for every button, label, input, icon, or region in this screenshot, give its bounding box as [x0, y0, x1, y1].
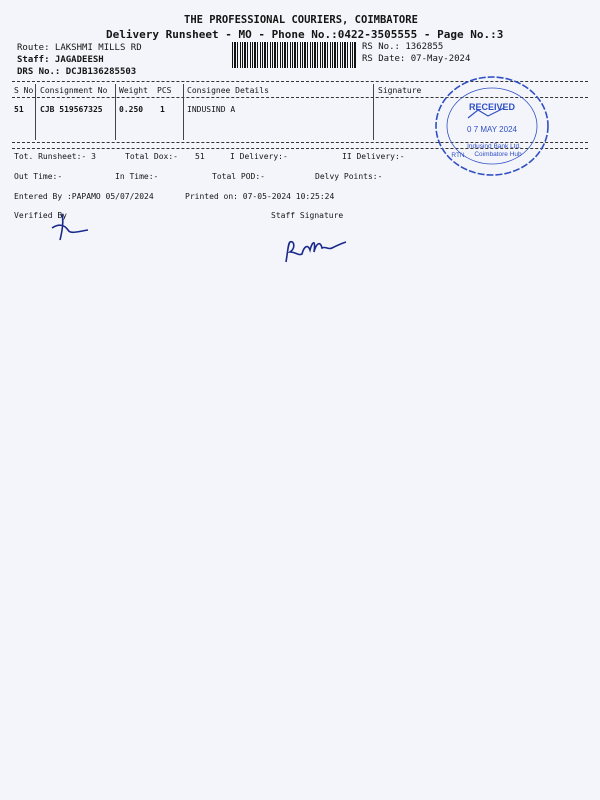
drs-number: DRS No.: DCJB136285503: [17, 67, 137, 77]
cell-consignee: INDUSIND A: [187, 105, 236, 114]
col-header-weight: Weight: [119, 86, 148, 95]
company-name: THE PROFESSIONAL COURIERS, COIMBATORE: [184, 14, 418, 26]
tot-runsheet: Tot. Runsheet:- 3: [14, 152, 96, 161]
column-rule: [115, 84, 116, 140]
col-header-pcs: PCS: [157, 86, 172, 95]
runsheet-title: Delivery Runsheet - MO - Phone No.:0422-3505555 - Page No.:3: [106, 28, 504, 41]
total-dox-label: Total Dox:-: [125, 152, 178, 161]
rs-number: RS No.: 1362855: [362, 42, 444, 52]
printed-on: Printed on: 07-05-2024 10:25:24: [185, 192, 335, 201]
total-pod: Total POD:-: [212, 172, 265, 181]
column-rule: [35, 84, 36, 140]
received-stamp: [432, 74, 552, 182]
in-time: In Time:-: [115, 172, 159, 181]
stamp-date: 0 7 MAY 2024: [467, 125, 517, 134]
stamp-hub: Coimbatore Hub: [474, 151, 522, 158]
column-rule: [373, 84, 374, 140]
route-label: Route: LAKSHMI MILLS RD: [17, 43, 142, 53]
column-rule: [183, 84, 184, 140]
staff-signature: [280, 234, 352, 270]
stamp-bank: Indusind Bank Ltd.: [467, 143, 521, 150]
barcode: [232, 42, 356, 68]
ii-delivery: II Delivery:-: [342, 152, 405, 161]
col-header-signature: Signature: [378, 86, 422, 95]
delvy-points: Delvy Points:-: [315, 172, 383, 181]
stamp-received-text: RECEIVED: [468, 102, 516, 112]
i-delivery: I Delivery:-: [230, 152, 288, 161]
cell-consignment: CJB 519567325: [40, 105, 103, 114]
cell-weight: 0.250: [119, 105, 144, 114]
stamp-rtn: RTN: [451, 152, 465, 159]
col-header-consignment: Consignment No: [40, 86, 108, 95]
total-dox-value: 51: [195, 152, 205, 161]
verifier-signature: [48, 210, 94, 244]
out-time: Out Time:-: [14, 172, 63, 181]
rs-date: RS Date: 07-May-2024: [362, 54, 471, 64]
col-header-consignee: Consignee Details: [187, 86, 269, 95]
col-header-sno: S No: [14, 86, 34, 95]
cell-sno: 51: [14, 105, 24, 114]
staff-label: Staff: JAGADEESH: [17, 55, 104, 65]
cell-pcs: 1: [160, 105, 165, 114]
entered-by: Entered By :PAPAMO 05/07/2024: [14, 192, 154, 201]
verified-by: Verified By: [14, 211, 67, 220]
staff-signature-label: Staff Signature: [271, 211, 344, 220]
